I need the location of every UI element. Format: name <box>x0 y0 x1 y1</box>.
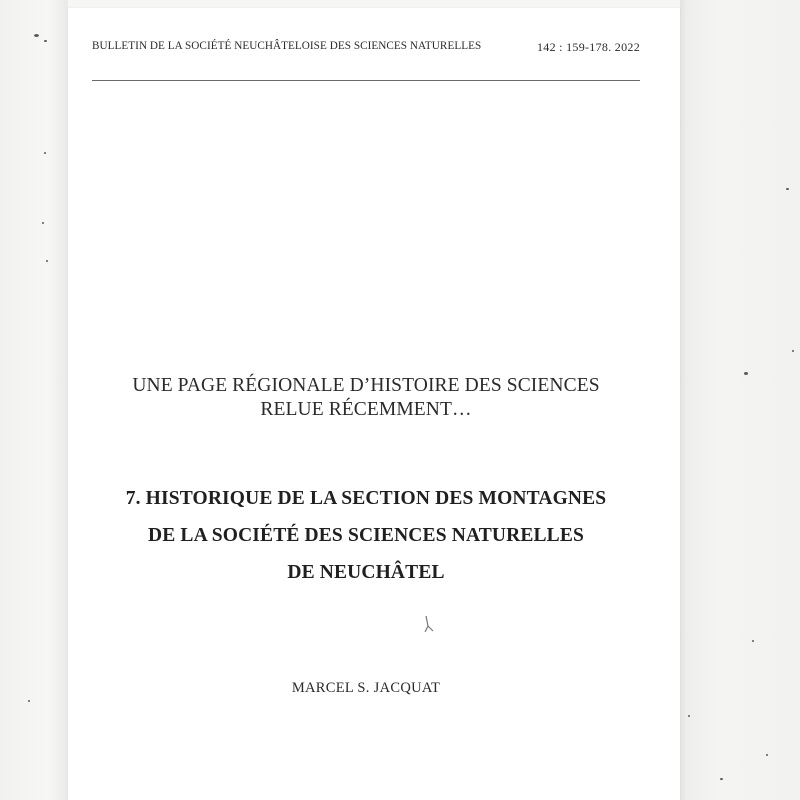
header-rule <box>92 80 640 81</box>
scan-speck <box>34 34 39 37</box>
series-heading <box>68 374 664 422</box>
journal-page <box>68 8 680 800</box>
scan-speck <box>44 152 46 154</box>
scan-speck <box>766 754 768 756</box>
scan-speck <box>44 40 47 42</box>
scan-speck <box>744 372 748 375</box>
scan-left-margin <box>0 0 68 800</box>
ink-mark <box>420 614 438 636</box>
volume-pages-year: 142 : 159-178. 2022 <box>536 40 640 54</box>
scan-speck <box>42 222 44 224</box>
journal-name: BULLETIN DE LA SOCIÉTÉ NEUCHÂTELOISE DES SCIENCES NATURELLES <box>92 40 482 52</box>
scan-speck <box>720 778 723 780</box>
scan-speck <box>752 640 754 642</box>
title-line-1: 7. HISTORIQUE DE LA SECTION DES MONTAGNES <box>125 488 607 509</box>
author-name: MARCEL S. JACQUAT <box>291 680 441 696</box>
scan-speck <box>786 188 789 190</box>
title-line-2: DE LA SOCIÉTÉ DES SCIENCES NATURELLES <box>148 525 584 546</box>
article-title <box>68 480 664 591</box>
scan-speck <box>792 350 794 352</box>
scan-right-margin <box>680 0 800 800</box>
scan-speck <box>28 700 30 702</box>
running-header <box>92 40 640 55</box>
series-line-1: UNE PAGE RÉGIONALE D’HISTOIRE DES SCIENCES <box>132 375 600 396</box>
scan-speck <box>688 715 690 717</box>
title-line-3: DE NEUCHÂTEL <box>287 562 445 583</box>
series-line-2: RELUE RÉCEMMENT… <box>260 399 472 420</box>
scan-speck <box>46 260 48 262</box>
